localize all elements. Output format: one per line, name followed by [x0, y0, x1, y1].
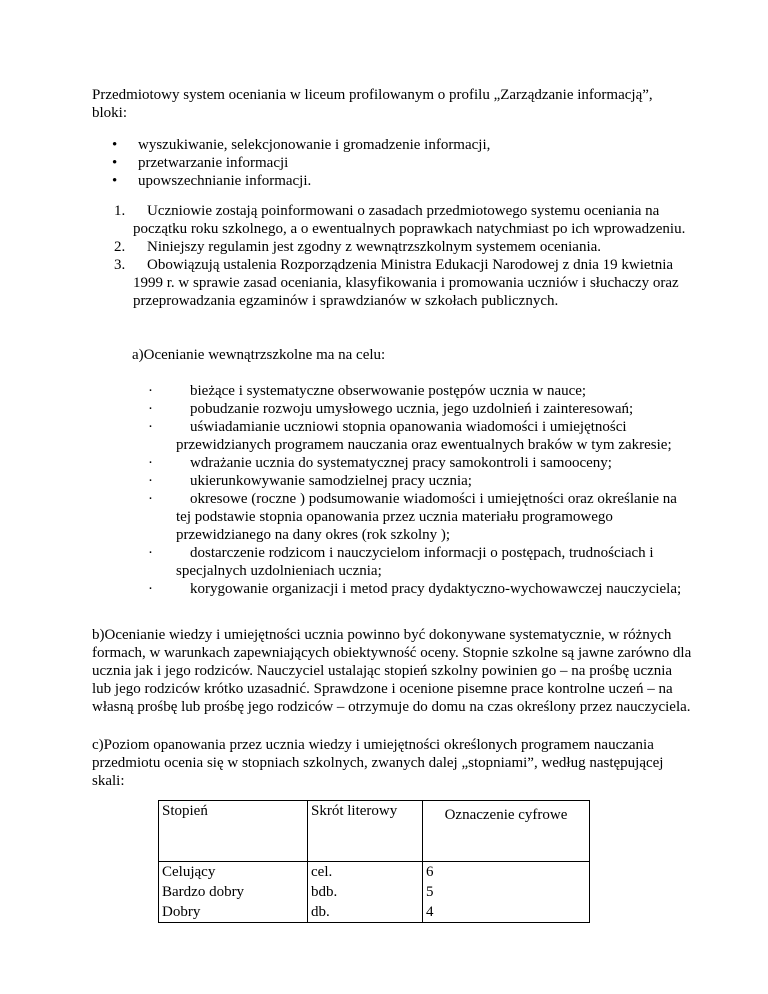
list-item [148, 382, 688, 400]
blocks-list [112, 136, 490, 190]
grade-abbr: bdb. [308, 882, 423, 902]
item-text: Obowiązują ustalenia Rozporządzenia Ministra Edukacji Narodowej z dnia 19 kwietnia 1999 r. w sprawie zasad oceniania, klasyfikowania i promowania uczniów i słuchaczy oraz przeprowadzania egzaminów i sprawdzianów w szkołach publicznych. [133, 257, 679, 309]
item-text: dostarczenie rodzicom i nauczycielom informacji o postępach, trudnościach i specjalnych uzdolnieniach ucznia; [176, 545, 654, 579]
title-line-2: bloki: [92, 105, 128, 121]
grades-table [158, 800, 590, 923]
list-item [92, 256, 692, 310]
goals-list [148, 382, 688, 598]
bullet-marker: · [148, 401, 153, 417]
item-number: 1. [114, 203, 126, 219]
item-number: 3. [114, 257, 126, 273]
list-item: • wyszukiwanie, selekcjonowanie i gromadzenie informacji, [112, 136, 490, 154]
bullet-marker: · [148, 545, 153, 561]
item-text: wdrażanie ucznia do systematycznej pracy samokontroli i samooceny; [190, 455, 612, 471]
list-item: • przetwarzanie informacji [112, 154, 490, 172]
bullet-marker: · [148, 383, 153, 399]
grade-digit: 6 [423, 862, 590, 883]
grade-digit: 4 [423, 902, 590, 923]
item-text: bieżące i systematyczne obserwowanie postępów ucznia w nauce; [190, 383, 587, 399]
rules-list [92, 202, 692, 310]
table-row [159, 862, 590, 883]
header-abbreviation: Skrót literowy [308, 801, 423, 862]
paragraph-b-text: b)Ocenianie wiedzy i umiejętności ucznia powinno być dokonywane systematycznie, w różnych formach, w warunkach zapewniających obiektywność oceny. Stopnie szkolne są jawne zarówno dla ucznia jak i jego rodziców. Nauczyciel ustalając stopień szkolny powinien go – na prośbę ucznia lub jego rodziców krótko uzasadnić. Sprawdzone i ocenione pisemne prace kontrolne uczeń – na własną prośbę lub prośbę jego rodziców – otrzymuje do domu na czas określony przez nauczyciela. [92, 627, 692, 715]
table-row [159, 902, 590, 923]
bullet-marker: · [148, 491, 153, 507]
header-digit: Oznaczenie cyfrowe [423, 801, 590, 862]
item-text: pobudzanie rozwoju umysłowego ucznia, jego uzdolnień i zainteresowań; [190, 401, 634, 417]
list-item [148, 544, 688, 580]
title-line-1: Przedmiotowy system oceniania w liceum profilowanym o profilu „Zarządzanie informacją”, [92, 87, 653, 103]
list-item: • upowszechnianie informacji. [112, 172, 490, 190]
bullet-marker: · [148, 581, 153, 597]
item-text: korygowanie organizacji i metod pracy dydaktyczno-wychowawczej nauczyciela; [190, 581, 682, 597]
list-item [148, 400, 688, 418]
paragraph-c-text: c)Poziom opanowania przez ucznia wiedzy i umiejętności określonych programem nauczania przedmiotu ocenia się w stopniach szkolnych, zwanych dalej „stopniami”, według następującej skali: [92, 737, 664, 789]
table-header-row [159, 801, 590, 862]
item-text: okresowe (roczne ) podsumowanie wiadomości i umiejętności oraz określanie na tej podstawie stopnia opanowania przez ucznia materiału programowego przewidzianego na dany okres (rok szkolny ); [176, 491, 677, 543]
item-text: uświadamianie uczniowi stopnia opanowania wiadomości i umiejętności przewidzianych programem nauczania oraz ewentualnych braków w tym zakresie; [176, 419, 672, 453]
paragraph-b [92, 626, 692, 716]
bullet-marker: · [148, 455, 153, 471]
list-item [148, 580, 688, 598]
item-text: Uczniowie zostają poinformowani o zasadach przedmiotowego systemu oceniania na początku roku szkolnego, a o ewentualnych poprawkach natychmiast po ich wprowadzeniu. [133, 203, 686, 237]
list-item [148, 418, 688, 454]
bullet-marker: · [148, 473, 153, 489]
grade-abbr: cel. [308, 862, 423, 883]
grade-name: Bardzo dobry [159, 882, 308, 902]
goals-heading: a)Ocenianie wewnątrzszkolne ma na celu: [132, 347, 386, 363]
item-text: ukierunkowywanie samodzielnej pracy ucznia; [190, 473, 472, 489]
item-text: Niniejszy regulamin jest zgodny z wewnątrzszkolnym systemem oceniania. [147, 239, 602, 255]
header-grade: Stopień [159, 801, 308, 862]
table-row [159, 882, 590, 902]
grade-digit: 5 [423, 882, 590, 902]
list-item [92, 202, 692, 238]
list-item [148, 454, 688, 472]
list-item [148, 472, 688, 490]
grade-abbr: db. [308, 902, 423, 923]
list-item [148, 490, 688, 544]
document-title [92, 86, 692, 122]
grade-name: Dobry [159, 902, 308, 923]
list-item [92, 238, 692, 256]
item-number: 2. [114, 239, 126, 255]
grade-name: Celujący [159, 862, 308, 883]
bullet-marker: · [148, 419, 153, 435]
paragraph-c [92, 736, 692, 790]
